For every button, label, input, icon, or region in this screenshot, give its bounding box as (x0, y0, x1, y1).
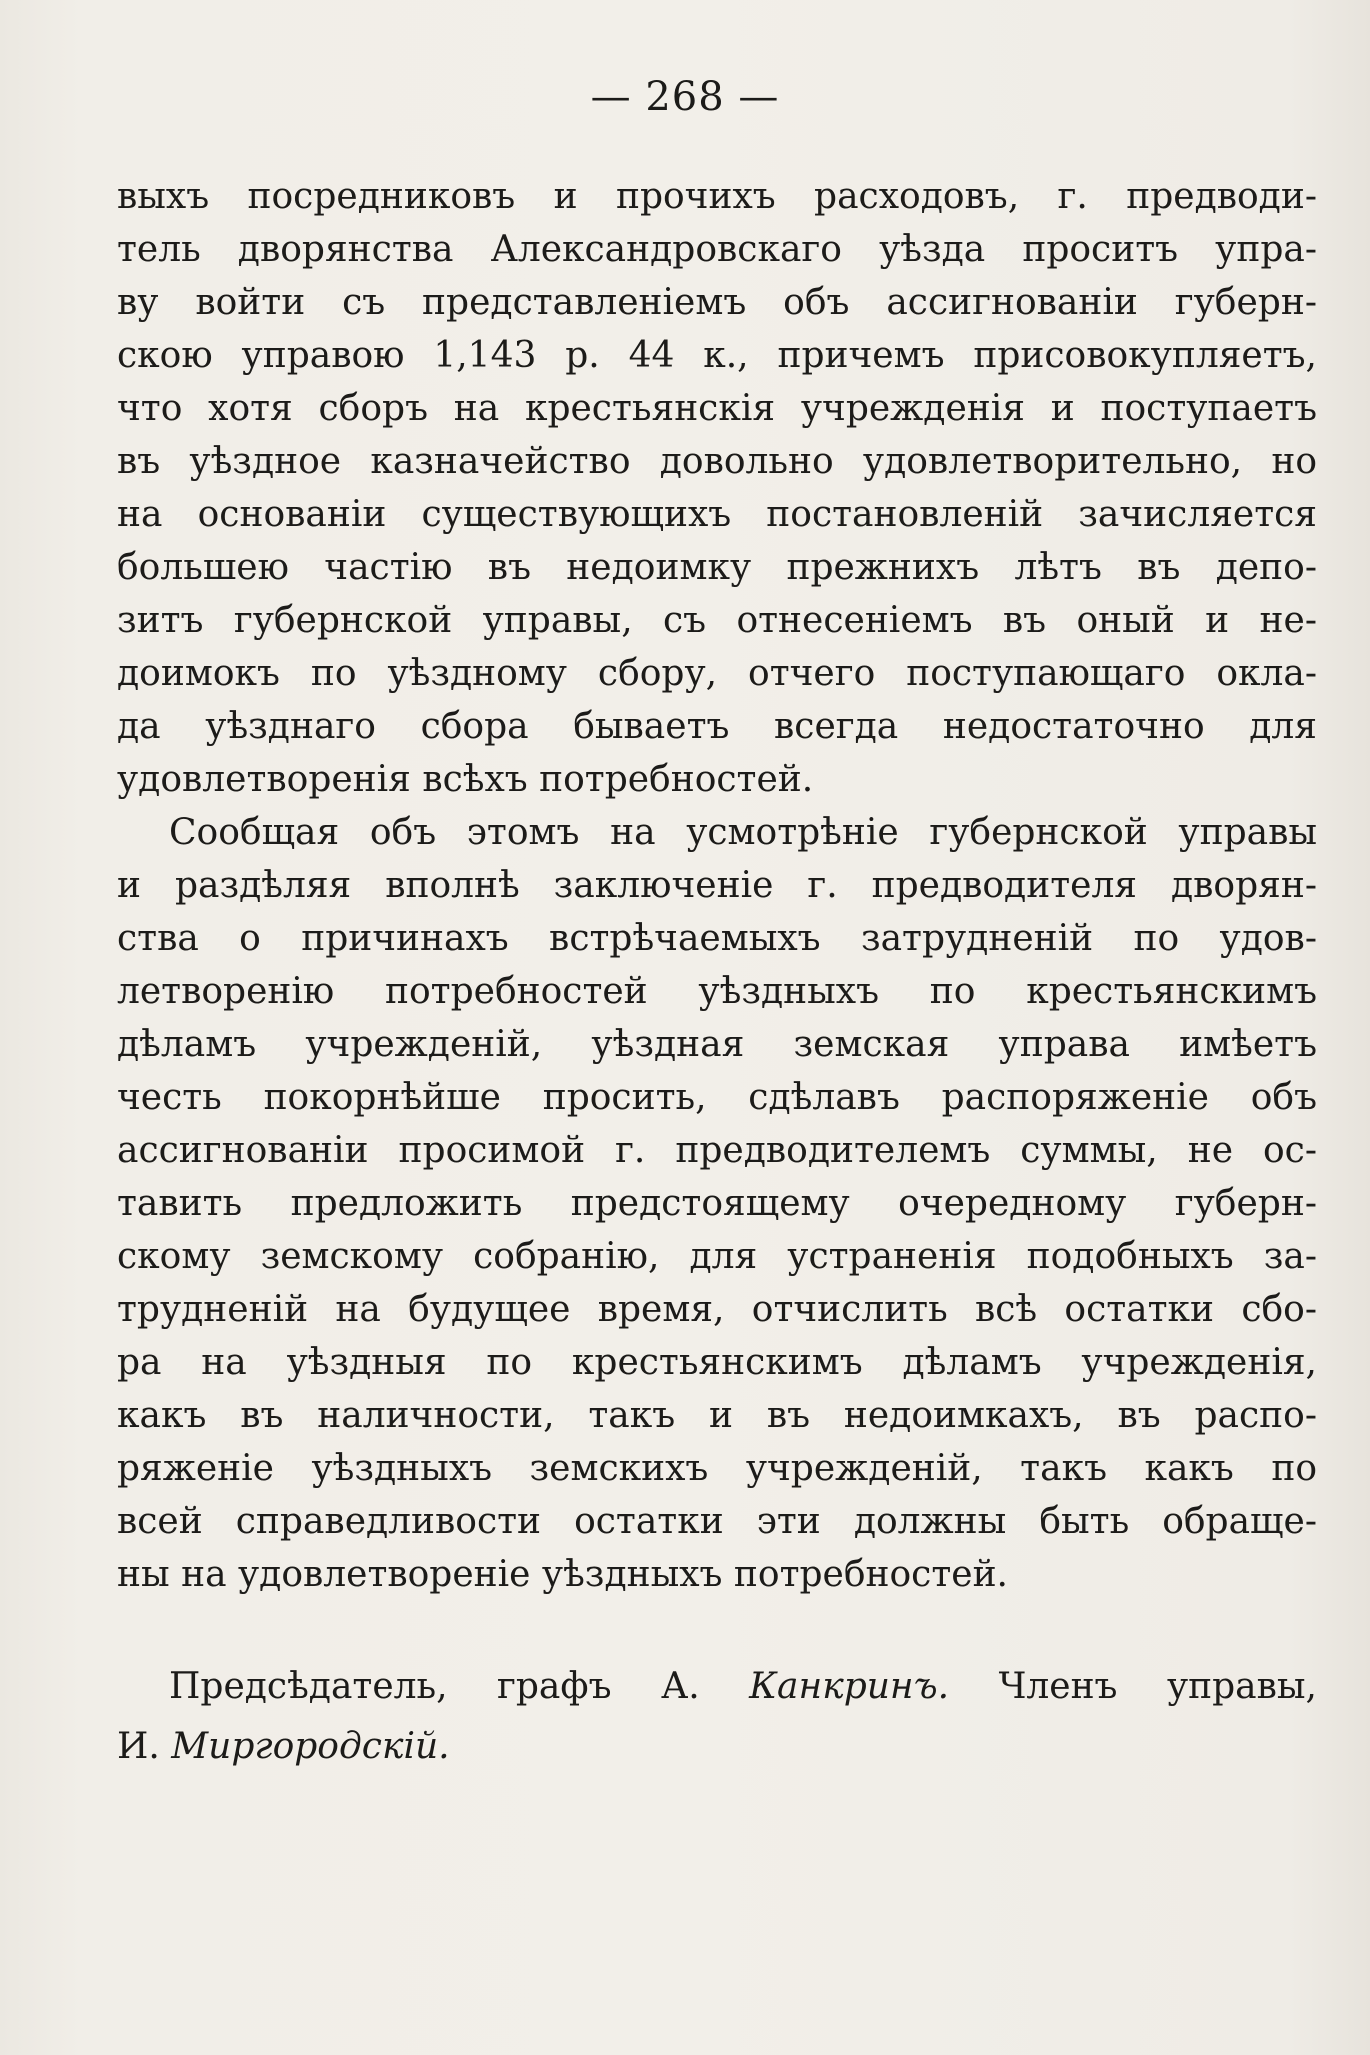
text-line: доимокъ по уѣздному сбору, отчего поступающаго окла- (117, 653, 1317, 694)
text-line: удовлетворенія всѣхъ потребностей. (117, 759, 814, 800)
signature-block (117, 1657, 1317, 1777)
signature-member-initial: И. (117, 1726, 160, 1767)
text-line: какъ въ наличности, такъ и въ недоимкахъ, въ распо- (117, 1395, 1317, 1436)
signature-line-1 (117, 1657, 1317, 1717)
text-line: скому земскому собранію, для устраненія подобныхъ за- (117, 1236, 1317, 1277)
paragraph-1 (117, 170, 1317, 806)
body-text (117, 170, 1317, 1601)
signature-member-name: Миргородскій. (171, 1726, 450, 1767)
text-line: скою управою 1,143 р. 44 к., причемъ присовокупляетъ, (117, 335, 1317, 376)
text-line: тавить предложить предстоящему очередному губерн- (117, 1183, 1317, 1224)
text-line: выхъ посредниковъ и прочихъ расходовъ, г. предводи- (117, 176, 1317, 217)
text-line: дѣламъ учрежденій, уѣздная земская управа имѣетъ (117, 1024, 1317, 1065)
page-number: — 268 — (590, 74, 780, 120)
text-line: ства о причинахъ встрѣчаемыхъ затрудненій по удов- (117, 918, 1317, 959)
text-line: на основаніи существующихъ постановленій зачисляется (117, 494, 1317, 535)
text-line: всей справедливости остатки эти должны быть обраще- (117, 1501, 1317, 1542)
text-line: и раздѣляя вполнѣ заключеніе г. предводителя дворян- (117, 865, 1317, 906)
signature-line-2 (117, 1717, 1317, 1777)
paragraph-2 (117, 806, 1317, 1601)
text-line: честь покорнѣйше просить, сдѣлавъ распоряженіе объ (117, 1077, 1317, 1118)
text-line: что хотя сборъ на крестьянскія учрежденія и поступаетъ (117, 388, 1317, 429)
text-line: ны на удовлетвореніе уѣздныхъ потребностей. (117, 1554, 1008, 1595)
text-line: въ уѣздное казначейство довольно удовлетворительно, но (117, 441, 1317, 482)
signature-chair-name: Канкринъ. (749, 1666, 950, 1707)
signature-member-title: Членъ управы, (998, 1666, 1317, 1707)
text-line: Сообщая объ этомъ на усмотрѣніе губернской управы (169, 812, 1317, 853)
signature-chair-title: Предсѣдатель, графъ А. (169, 1666, 700, 1707)
text-line: зитъ губернской управы, съ отнесеніемъ въ оный и не- (117, 600, 1317, 641)
text-line: ряженіе уѣздныхъ земскихъ учрежденій, такъ какъ по (117, 1448, 1317, 1489)
text-line: тель дворянства Александровскаго уѣзда проситъ упра- (117, 229, 1317, 270)
text-line: ассигнованіи просимой г. предводителемъ суммы, не ос- (117, 1130, 1317, 1171)
text-line: трудненій на будущее время, отчислить всѣ остатки сбо- (117, 1289, 1317, 1330)
text-line: ву войти съ представленіемъ объ ассигнованіи губерн- (117, 282, 1317, 323)
text-line: летворенію потребностей уѣздныхъ по крестьянскимъ (117, 971, 1317, 1012)
text-line: ра на уѣздныя по крестьянскимъ дѣламъ учрежденія, (117, 1342, 1317, 1383)
text-line: да уѣзднаго сбора бываетъ всегда недостаточно для (117, 706, 1317, 747)
text-line: большею частію въ недоимку прежнихъ лѣтъ въ депо- (117, 547, 1317, 588)
